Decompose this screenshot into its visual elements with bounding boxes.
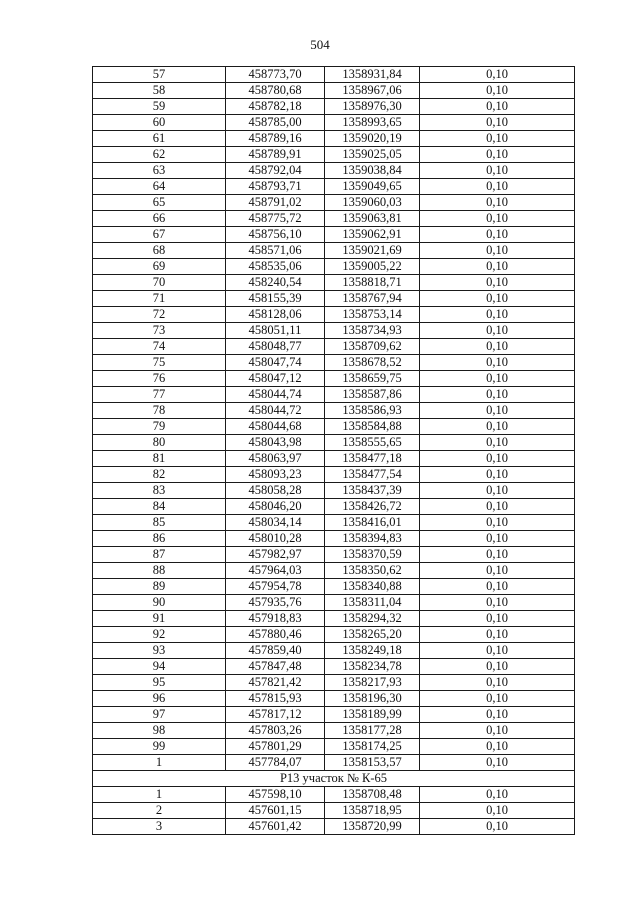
table-row xyxy=(93,819,575,835)
point-number-cell: 88 xyxy=(93,563,226,579)
x-coordinate-cell: 458240,54 xyxy=(226,275,325,291)
accuracy-cell: 0,10 xyxy=(420,723,575,739)
point-number-cell: 97 xyxy=(93,707,226,723)
x-coordinate-cell: 458043,98 xyxy=(226,435,325,451)
x-coordinate-cell: 457859,40 xyxy=(226,643,325,659)
y-coordinate-cell: 1358709,62 xyxy=(325,339,420,355)
y-coordinate-cell: 1359062,91 xyxy=(325,227,420,243)
table-row xyxy=(93,307,575,323)
point-number-cell: 71 xyxy=(93,291,226,307)
accuracy-cell: 0,10 xyxy=(420,691,575,707)
point-number-cell: 70 xyxy=(93,275,226,291)
accuracy-cell: 0,10 xyxy=(420,99,575,115)
x-coordinate-cell: 458789,91 xyxy=(226,147,325,163)
accuracy-cell: 0,10 xyxy=(420,803,575,819)
accuracy-cell: 0,10 xyxy=(420,675,575,691)
accuracy-cell: 0,10 xyxy=(420,355,575,371)
table-row xyxy=(93,739,575,755)
table-row xyxy=(93,435,575,451)
point-number-cell: 80 xyxy=(93,435,226,451)
y-coordinate-cell: 1359020,19 xyxy=(325,131,420,147)
point-number-cell: 65 xyxy=(93,195,226,211)
point-number-cell: 74 xyxy=(93,339,226,355)
y-coordinate-cell: 1358584,88 xyxy=(325,419,420,435)
y-coordinate-cell: 1358708,48 xyxy=(325,787,420,803)
y-coordinate-cell: 1358437,39 xyxy=(325,483,420,499)
section-header-row xyxy=(93,771,575,787)
y-coordinate-cell: 1358678,52 xyxy=(325,355,420,371)
point-number-cell: 95 xyxy=(93,675,226,691)
accuracy-cell: 0,10 xyxy=(420,179,575,195)
y-coordinate-cell: 1358416,01 xyxy=(325,515,420,531)
y-coordinate-cell: 1358976,30 xyxy=(325,99,420,115)
accuracy-cell: 0,10 xyxy=(420,819,575,835)
x-coordinate-cell: 458051,11 xyxy=(226,323,325,339)
point-number-cell: 66 xyxy=(93,211,226,227)
x-coordinate-cell: 458048,77 xyxy=(226,339,325,355)
x-coordinate-cell: 458128,06 xyxy=(226,307,325,323)
y-coordinate-cell: 1359038,84 xyxy=(325,163,420,179)
point-number-cell: 83 xyxy=(93,483,226,499)
y-coordinate-cell: 1359063,81 xyxy=(325,211,420,227)
page-number: 504 xyxy=(310,37,330,52)
x-coordinate-cell: 457817,12 xyxy=(226,707,325,723)
accuracy-cell: 0,10 xyxy=(420,131,575,147)
x-coordinate-cell: 457601,15 xyxy=(226,803,325,819)
y-coordinate-cell: 1359025,05 xyxy=(325,147,420,163)
table-row xyxy=(93,691,575,707)
table-row xyxy=(93,707,575,723)
x-coordinate-cell: 457880,46 xyxy=(226,627,325,643)
table-row xyxy=(93,579,575,595)
accuracy-cell: 0,10 xyxy=(420,451,575,467)
y-coordinate-cell: 1358993,65 xyxy=(325,115,420,131)
accuracy-cell: 0,10 xyxy=(420,291,575,307)
point-number-cell: 60 xyxy=(93,115,226,131)
accuracy-cell: 0,10 xyxy=(420,547,575,563)
point-number-cell: 68 xyxy=(93,243,226,259)
point-number-cell: 96 xyxy=(93,691,226,707)
accuracy-cell: 0,10 xyxy=(420,115,575,131)
y-coordinate-cell: 1358586,93 xyxy=(325,403,420,419)
table-row xyxy=(93,323,575,339)
point-number-cell: 79 xyxy=(93,419,226,435)
point-number-cell: 78 xyxy=(93,403,226,419)
point-number-cell: 72 xyxy=(93,307,226,323)
accuracy-cell: 0,10 xyxy=(420,243,575,259)
x-coordinate-cell: 457815,93 xyxy=(226,691,325,707)
table-row xyxy=(93,83,575,99)
x-coordinate-cell: 458782,18 xyxy=(226,99,325,115)
y-coordinate-cell: 1358234,78 xyxy=(325,659,420,675)
x-coordinate-cell: 457601,42 xyxy=(226,819,325,835)
y-coordinate-cell: 1358767,94 xyxy=(325,291,420,307)
table-row xyxy=(93,627,575,643)
y-coordinate-cell: 1358477,54 xyxy=(325,467,420,483)
x-coordinate-cell: 458789,16 xyxy=(226,131,325,147)
point-number-cell: 67 xyxy=(93,227,226,243)
y-coordinate-cell: 1358555,65 xyxy=(325,435,420,451)
table-row xyxy=(93,243,575,259)
table-row xyxy=(93,803,575,819)
x-coordinate-cell: 458034,14 xyxy=(226,515,325,531)
y-coordinate-cell: 1358477,18 xyxy=(325,451,420,467)
accuracy-cell: 0,10 xyxy=(420,307,575,323)
point-number-cell: 1 xyxy=(93,787,226,803)
point-number-cell: 93 xyxy=(93,643,226,659)
x-coordinate-cell: 457803,26 xyxy=(226,723,325,739)
table-row xyxy=(93,355,575,371)
table-row xyxy=(93,723,575,739)
accuracy-cell: 0,10 xyxy=(420,611,575,627)
point-number-cell: 2 xyxy=(93,803,226,819)
accuracy-cell: 0,10 xyxy=(420,707,575,723)
accuracy-cell: 0,10 xyxy=(420,227,575,243)
x-coordinate-cell: 458046,20 xyxy=(226,499,325,515)
table-row xyxy=(93,291,575,307)
y-coordinate-cell: 1359049,65 xyxy=(325,179,420,195)
table-row xyxy=(93,675,575,691)
table-row xyxy=(93,451,575,467)
table-row xyxy=(93,339,575,355)
point-number-cell: 89 xyxy=(93,579,226,595)
x-coordinate-cell: 458044,72 xyxy=(226,403,325,419)
accuracy-cell: 0,10 xyxy=(420,579,575,595)
table-row xyxy=(93,67,575,83)
point-number-cell: 76 xyxy=(93,371,226,387)
y-coordinate-cell: 1358931,84 xyxy=(325,67,420,83)
x-coordinate-cell: 458792,04 xyxy=(226,163,325,179)
x-coordinate-cell: 458756,10 xyxy=(226,227,325,243)
accuracy-cell: 0,10 xyxy=(420,323,575,339)
x-coordinate-cell: 457784,07 xyxy=(226,755,325,771)
x-coordinate-cell: 457847,48 xyxy=(226,659,325,675)
x-coordinate-cell: 458775,72 xyxy=(226,211,325,227)
table-row xyxy=(93,195,575,211)
accuracy-cell: 0,10 xyxy=(420,403,575,419)
table-row xyxy=(93,131,575,147)
section-header: Р13 участок № К-65 xyxy=(93,771,575,787)
x-coordinate-cell: 457964,03 xyxy=(226,563,325,579)
accuracy-cell: 0,10 xyxy=(420,419,575,435)
table-row xyxy=(93,115,575,131)
table-row xyxy=(93,659,575,675)
x-coordinate-cell: 457982,97 xyxy=(226,547,325,563)
point-number-cell: 63 xyxy=(93,163,226,179)
coordinates-table xyxy=(92,66,575,835)
table-row xyxy=(93,387,575,403)
table-row xyxy=(93,547,575,563)
table-row xyxy=(93,227,575,243)
point-number-cell: 99 xyxy=(93,739,226,755)
point-number-cell: 75 xyxy=(93,355,226,371)
accuracy-cell: 0,10 xyxy=(420,163,575,179)
x-coordinate-cell: 457918,83 xyxy=(226,611,325,627)
point-number-cell: 69 xyxy=(93,259,226,275)
y-coordinate-cell: 1358394,83 xyxy=(325,531,420,547)
point-number-cell: 86 xyxy=(93,531,226,547)
point-number-cell: 77 xyxy=(93,387,226,403)
x-coordinate-cell: 458780,68 xyxy=(226,83,325,99)
y-coordinate-cell: 1358426,72 xyxy=(325,499,420,515)
accuracy-cell: 0,10 xyxy=(420,787,575,803)
table-row xyxy=(93,483,575,499)
y-coordinate-cell: 1358196,30 xyxy=(325,691,420,707)
y-coordinate-cell: 1358587,86 xyxy=(325,387,420,403)
y-coordinate-cell: 1358659,75 xyxy=(325,371,420,387)
x-coordinate-cell: 457954,78 xyxy=(226,579,325,595)
x-coordinate-cell: 458047,12 xyxy=(226,371,325,387)
accuracy-cell: 0,10 xyxy=(420,643,575,659)
x-coordinate-cell: 458785,00 xyxy=(226,115,325,131)
table-row xyxy=(93,467,575,483)
table-row xyxy=(93,755,575,771)
x-coordinate-cell: 458535,06 xyxy=(226,259,325,275)
y-coordinate-cell: 1358294,32 xyxy=(325,611,420,627)
accuracy-cell: 0,10 xyxy=(420,627,575,643)
table-row xyxy=(93,595,575,611)
table-row xyxy=(93,99,575,115)
y-coordinate-cell: 1359005,22 xyxy=(325,259,420,275)
y-coordinate-cell: 1358189,99 xyxy=(325,707,420,723)
x-coordinate-cell: 458791,02 xyxy=(226,195,325,211)
y-coordinate-cell: 1358720,99 xyxy=(325,819,420,835)
accuracy-cell: 0,10 xyxy=(420,739,575,755)
accuracy-cell: 0,10 xyxy=(420,371,575,387)
y-coordinate-cell: 1358718,95 xyxy=(325,803,420,819)
table-row xyxy=(93,147,575,163)
point-number-cell: 1 xyxy=(93,755,226,771)
accuracy-cell: 0,10 xyxy=(420,147,575,163)
accuracy-cell: 0,10 xyxy=(420,211,575,227)
y-coordinate-cell: 1358340,88 xyxy=(325,579,420,595)
table-row xyxy=(93,531,575,547)
accuracy-cell: 0,10 xyxy=(420,275,575,291)
table-row xyxy=(93,179,575,195)
accuracy-cell: 0,10 xyxy=(420,195,575,211)
y-coordinate-cell: 1358753,14 xyxy=(325,307,420,323)
table-row xyxy=(93,499,575,515)
point-number-cell: 87 xyxy=(93,547,226,563)
accuracy-cell: 0,10 xyxy=(420,83,575,99)
table-row xyxy=(93,787,575,803)
x-coordinate-cell: 458571,06 xyxy=(226,243,325,259)
x-coordinate-cell: 458063,97 xyxy=(226,451,325,467)
table-row xyxy=(93,275,575,291)
y-coordinate-cell: 1358265,20 xyxy=(325,627,420,643)
point-number-cell: 3 xyxy=(93,819,226,835)
y-coordinate-cell: 1358350,62 xyxy=(325,563,420,579)
point-number-cell: 59 xyxy=(93,99,226,115)
y-coordinate-cell: 1358174,25 xyxy=(325,739,420,755)
point-number-cell: 82 xyxy=(93,467,226,483)
y-coordinate-cell: 1359021,69 xyxy=(325,243,420,259)
table-row xyxy=(93,403,575,419)
y-coordinate-cell: 1358734,93 xyxy=(325,323,420,339)
point-number-cell: 90 xyxy=(93,595,226,611)
x-coordinate-cell: 458047,74 xyxy=(226,355,325,371)
accuracy-cell: 0,10 xyxy=(420,483,575,499)
point-number-cell: 94 xyxy=(93,659,226,675)
point-number-cell: 85 xyxy=(93,515,226,531)
point-number-cell: 98 xyxy=(93,723,226,739)
x-coordinate-cell: 458044,74 xyxy=(226,387,325,403)
x-coordinate-cell: 457801,29 xyxy=(226,739,325,755)
table-row xyxy=(93,419,575,435)
y-coordinate-cell: 1358967,06 xyxy=(325,83,420,99)
accuracy-cell: 0,10 xyxy=(420,259,575,275)
point-number-cell: 81 xyxy=(93,451,226,467)
x-coordinate-cell: 457935,76 xyxy=(226,595,325,611)
accuracy-cell: 0,10 xyxy=(420,67,575,83)
x-coordinate-cell: 458044,68 xyxy=(226,419,325,435)
accuracy-cell: 0,10 xyxy=(420,339,575,355)
x-coordinate-cell: 458058,28 xyxy=(226,483,325,499)
x-coordinate-cell: 457598,10 xyxy=(226,787,325,803)
y-coordinate-cell: 1359060,03 xyxy=(325,195,420,211)
y-coordinate-cell: 1358153,57 xyxy=(325,755,420,771)
y-coordinate-cell: 1358217,93 xyxy=(325,675,420,691)
table-row xyxy=(93,515,575,531)
table-row xyxy=(93,563,575,579)
accuracy-cell: 0,10 xyxy=(420,387,575,403)
point-number-cell: 57 xyxy=(93,67,226,83)
point-number-cell: 92 xyxy=(93,627,226,643)
y-coordinate-cell: 1358177,28 xyxy=(325,723,420,739)
x-coordinate-cell: 458093,23 xyxy=(226,467,325,483)
x-coordinate-cell: 458793,71 xyxy=(226,179,325,195)
y-coordinate-cell: 1358370,59 xyxy=(325,547,420,563)
table-row xyxy=(93,371,575,387)
table-row xyxy=(93,211,575,227)
point-number-cell: 84 xyxy=(93,499,226,515)
table-row xyxy=(93,259,575,275)
accuracy-cell: 0,10 xyxy=(420,755,575,771)
y-coordinate-cell: 1358249,18 xyxy=(325,643,420,659)
accuracy-cell: 0,10 xyxy=(420,595,575,611)
accuracy-cell: 0,10 xyxy=(420,435,575,451)
point-number-cell: 58 xyxy=(93,83,226,99)
table-row xyxy=(93,163,575,179)
x-coordinate-cell: 458010,28 xyxy=(226,531,325,547)
accuracy-cell: 0,10 xyxy=(420,659,575,675)
accuracy-cell: 0,10 xyxy=(420,515,575,531)
table-row xyxy=(93,611,575,627)
x-coordinate-cell: 457821,42 xyxy=(226,675,325,691)
point-number-cell: 62 xyxy=(93,147,226,163)
table-row xyxy=(93,643,575,659)
accuracy-cell: 0,10 xyxy=(420,467,575,483)
accuracy-cell: 0,10 xyxy=(420,531,575,547)
point-number-cell: 61 xyxy=(93,131,226,147)
y-coordinate-cell: 1358818,71 xyxy=(325,275,420,291)
accuracy-cell: 0,10 xyxy=(420,499,575,515)
accuracy-cell: 0,10 xyxy=(420,563,575,579)
point-number-cell: 64 xyxy=(93,179,226,195)
x-coordinate-cell: 458773,70 xyxy=(226,67,325,83)
point-number-cell: 73 xyxy=(93,323,226,339)
y-coordinate-cell: 1358311,04 xyxy=(325,595,420,611)
x-coordinate-cell: 458155,39 xyxy=(226,291,325,307)
point-number-cell: 91 xyxy=(93,611,226,627)
